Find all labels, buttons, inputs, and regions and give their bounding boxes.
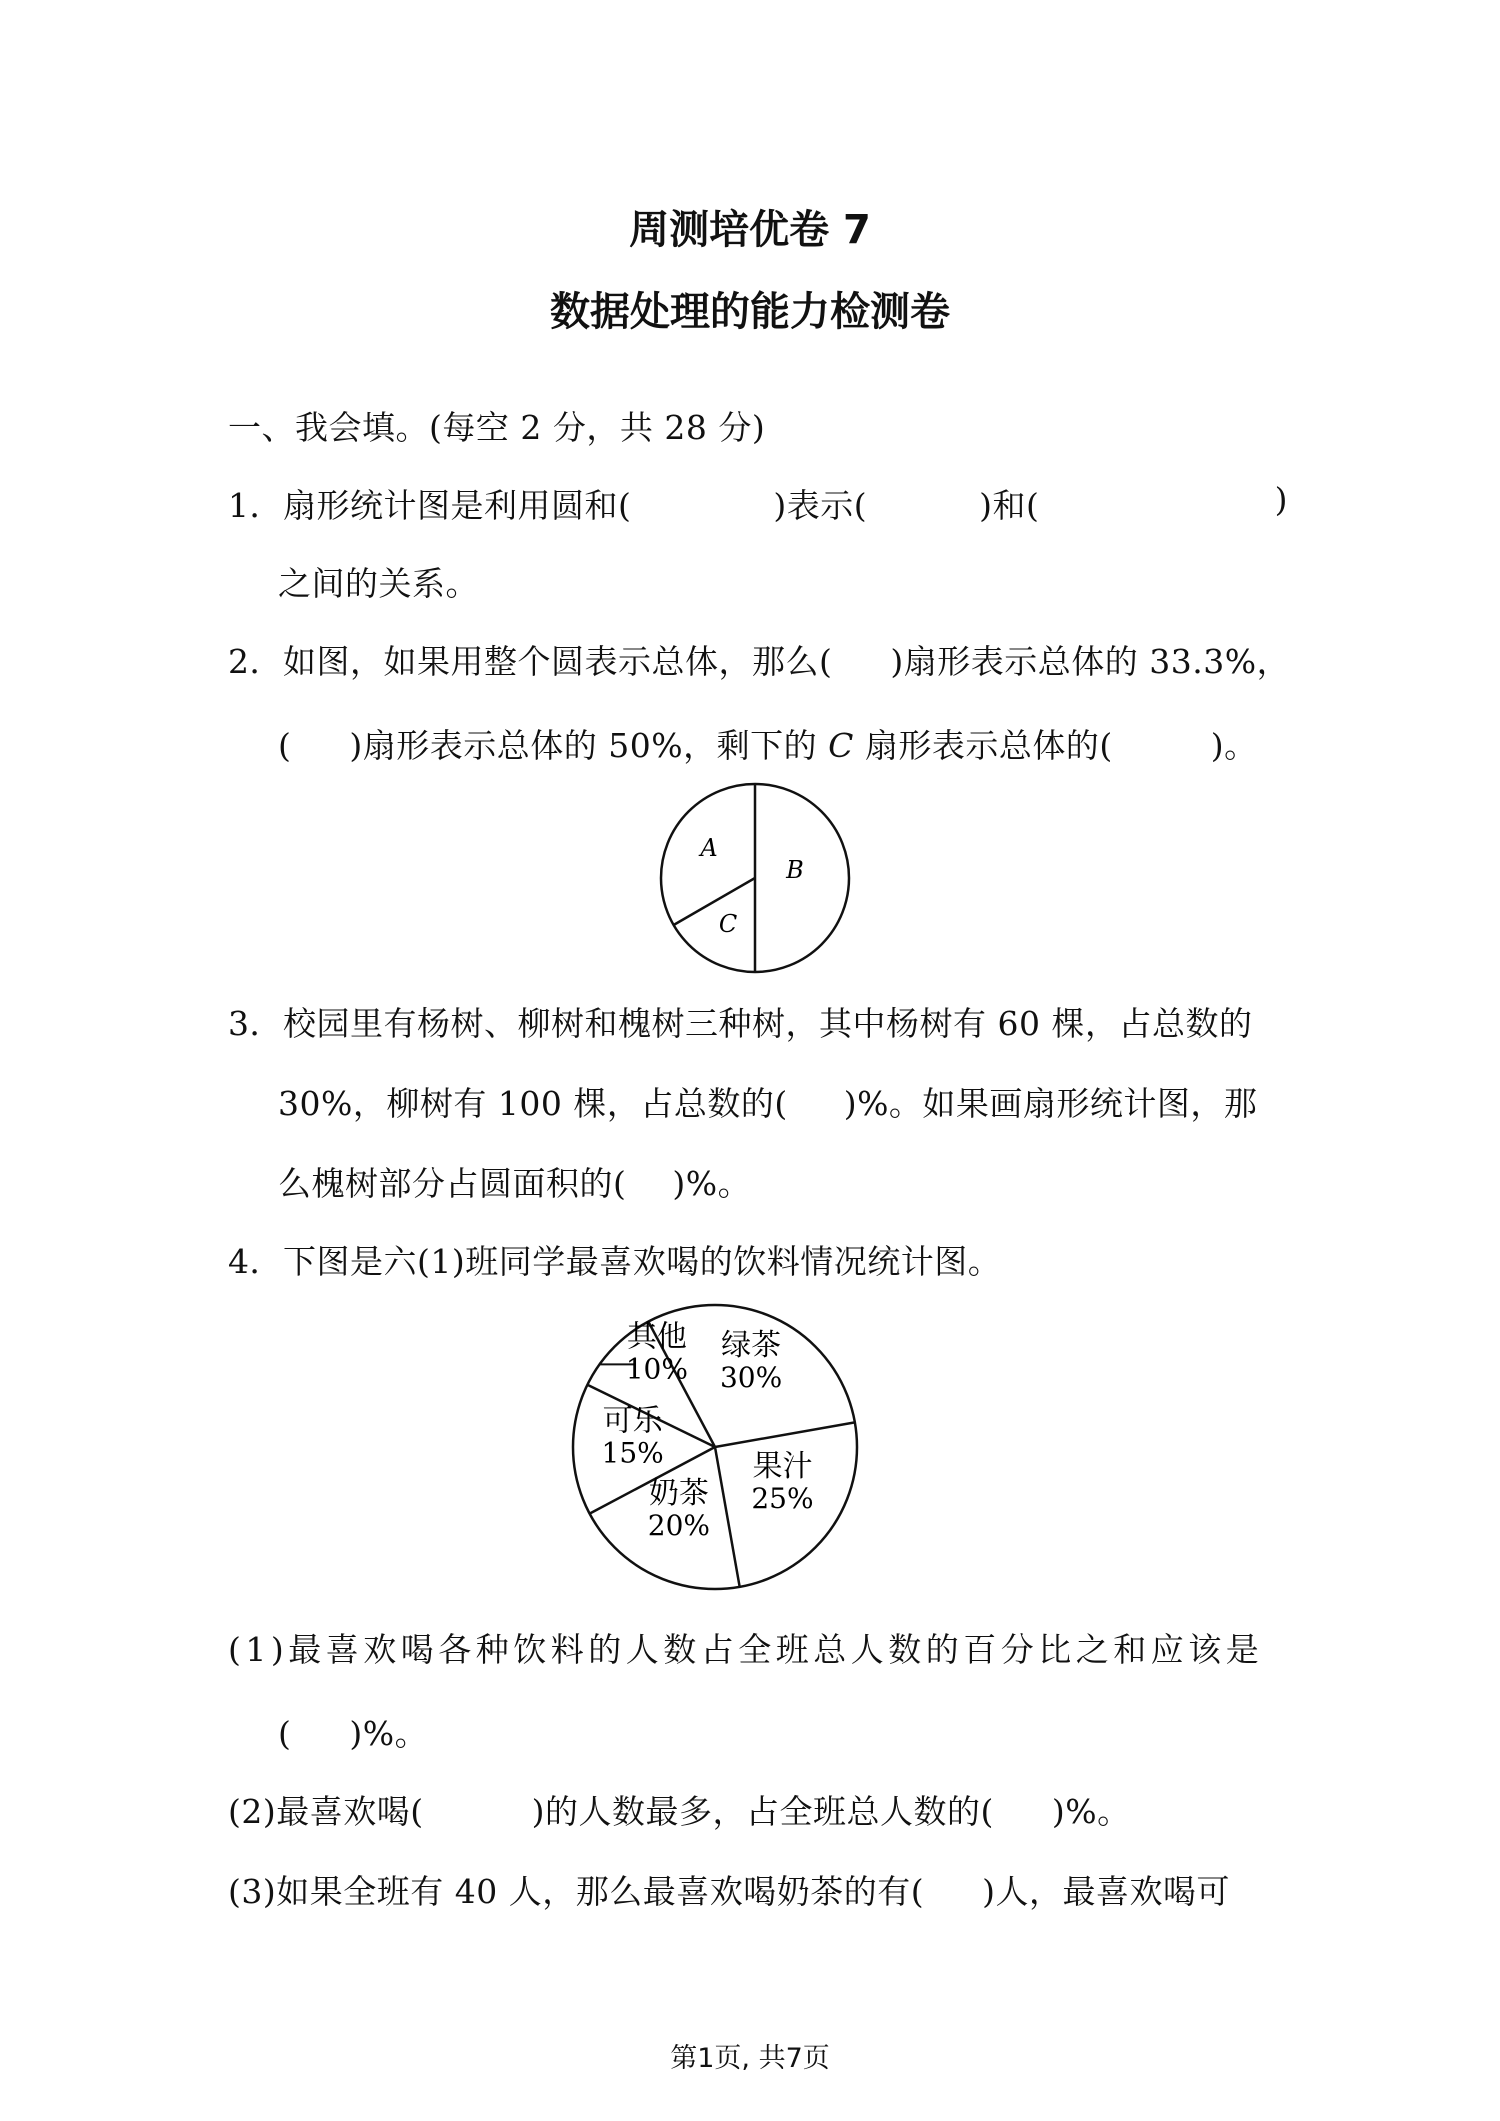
q1-text-b: )表示( xyxy=(773,486,868,525)
q2-text-b: )扇形表示总体的 33.3%， xyxy=(890,642,1291,681)
pie-slice-percent: 30% xyxy=(719,1360,783,1394)
q4-p3-a: (3)如果全班有 40 人，那么最喜欢喝奶茶的有( xyxy=(228,1872,925,1911)
pie-slice-percent: 20% xyxy=(647,1509,711,1543)
sector-label-c: C xyxy=(718,910,738,938)
q2-text-g: )。 xyxy=(1210,726,1258,765)
q3-text-d: )%。 xyxy=(672,1164,752,1203)
q2-text-c: ( xyxy=(278,726,292,765)
q2-text-c-label: C xyxy=(828,726,854,765)
question-4-intro: 4．下图是六(1)班同学最喜欢喝的饮料情况统计图。 xyxy=(228,1242,1002,1281)
q1-text-a: 扇形统计图是利用圆和( xyxy=(283,486,632,525)
q2-text-a: 2．如图，如果用整个圆表示总体，那么( xyxy=(228,642,833,681)
pie-slice-label: 果汁 xyxy=(752,1449,813,1485)
question-1 xyxy=(228,480,1288,527)
page-number: 第1页, 共7页 xyxy=(670,2043,830,2074)
page-subtitle: 数据处理的能力检测卷 xyxy=(550,289,950,335)
pie-slice-label: 奶茶 xyxy=(648,1476,709,1512)
question-1-line2: 之间的关系。 xyxy=(278,564,479,603)
page-title: 周测培优卷 7 xyxy=(629,207,871,253)
pie-slice-percent: 10% xyxy=(625,1352,688,1386)
q4-p3-b: )人，最喜欢喝可 xyxy=(982,1872,1230,1911)
q1-text-d: ) xyxy=(1274,480,1288,519)
question-2-line1 xyxy=(228,636,1290,683)
section-heading: 一、我会填。(每空 2 分，共 28 分) xyxy=(228,408,766,447)
q3-text-c: 么槐树部分占圆面积的( xyxy=(278,1164,627,1203)
q2-text-d: )扇形表示总体的 50%，剩下的 xyxy=(349,726,829,765)
q1-text-c: )和( xyxy=(979,486,1040,525)
q2-text-f: 扇形表示总体的( xyxy=(853,726,1113,765)
drink-pie-chart xyxy=(540,1295,970,1615)
q3-text-a: 30%，柳树有 100 棵，占总数的( xyxy=(278,1084,788,1123)
q4-p1-close: )%。 xyxy=(349,1714,429,1753)
pie-slice-label: 绿茶 xyxy=(721,1327,782,1363)
question-4-part1-line1: (1)最喜欢喝各种饮料的人数占全班总人数的百分比之和应该是 xyxy=(228,1630,1264,1669)
sector-label-b: B xyxy=(786,856,804,884)
question-3-line1: 3．校园里有杨树、柳树和槐树三种树，其中杨树有 60 棵，占总数的 xyxy=(228,1004,1253,1043)
q4-p2-b: )的人数最多，占全班总人数的( xyxy=(531,1792,994,1831)
sector-label-a: A xyxy=(700,834,718,862)
sector-diagram xyxy=(655,778,855,978)
question-3-line2 xyxy=(278,1078,1257,1125)
pie-slice-percent: 25% xyxy=(751,1482,814,1516)
pie-slice-boundary xyxy=(715,1447,740,1587)
q1-number: 1． xyxy=(228,486,283,525)
question-4-part2 xyxy=(228,1786,1131,1833)
question-2-line2 xyxy=(278,720,1258,767)
sector-divider xyxy=(674,878,755,925)
q4-p1-open: ( xyxy=(278,1714,292,1753)
question-3-line3 xyxy=(278,1158,751,1205)
q4-p2-a: (2)最喜欢喝( xyxy=(228,1792,424,1831)
pie-group xyxy=(573,1305,857,1589)
question-4-part1-line2 xyxy=(278,1708,428,1755)
q4-p2-c: )%。 xyxy=(1051,1792,1131,1831)
pie-slice-boundary xyxy=(715,1422,855,1447)
pie-slice-label: 可乐 xyxy=(602,1403,663,1439)
pie-slice-label: 其他 xyxy=(626,1319,687,1355)
q3-text-b: )%。如果画扇形统计图，那 xyxy=(843,1084,1258,1123)
question-4-part3 xyxy=(228,1866,1230,1913)
pie-slice-percent: 15% xyxy=(601,1436,664,1470)
